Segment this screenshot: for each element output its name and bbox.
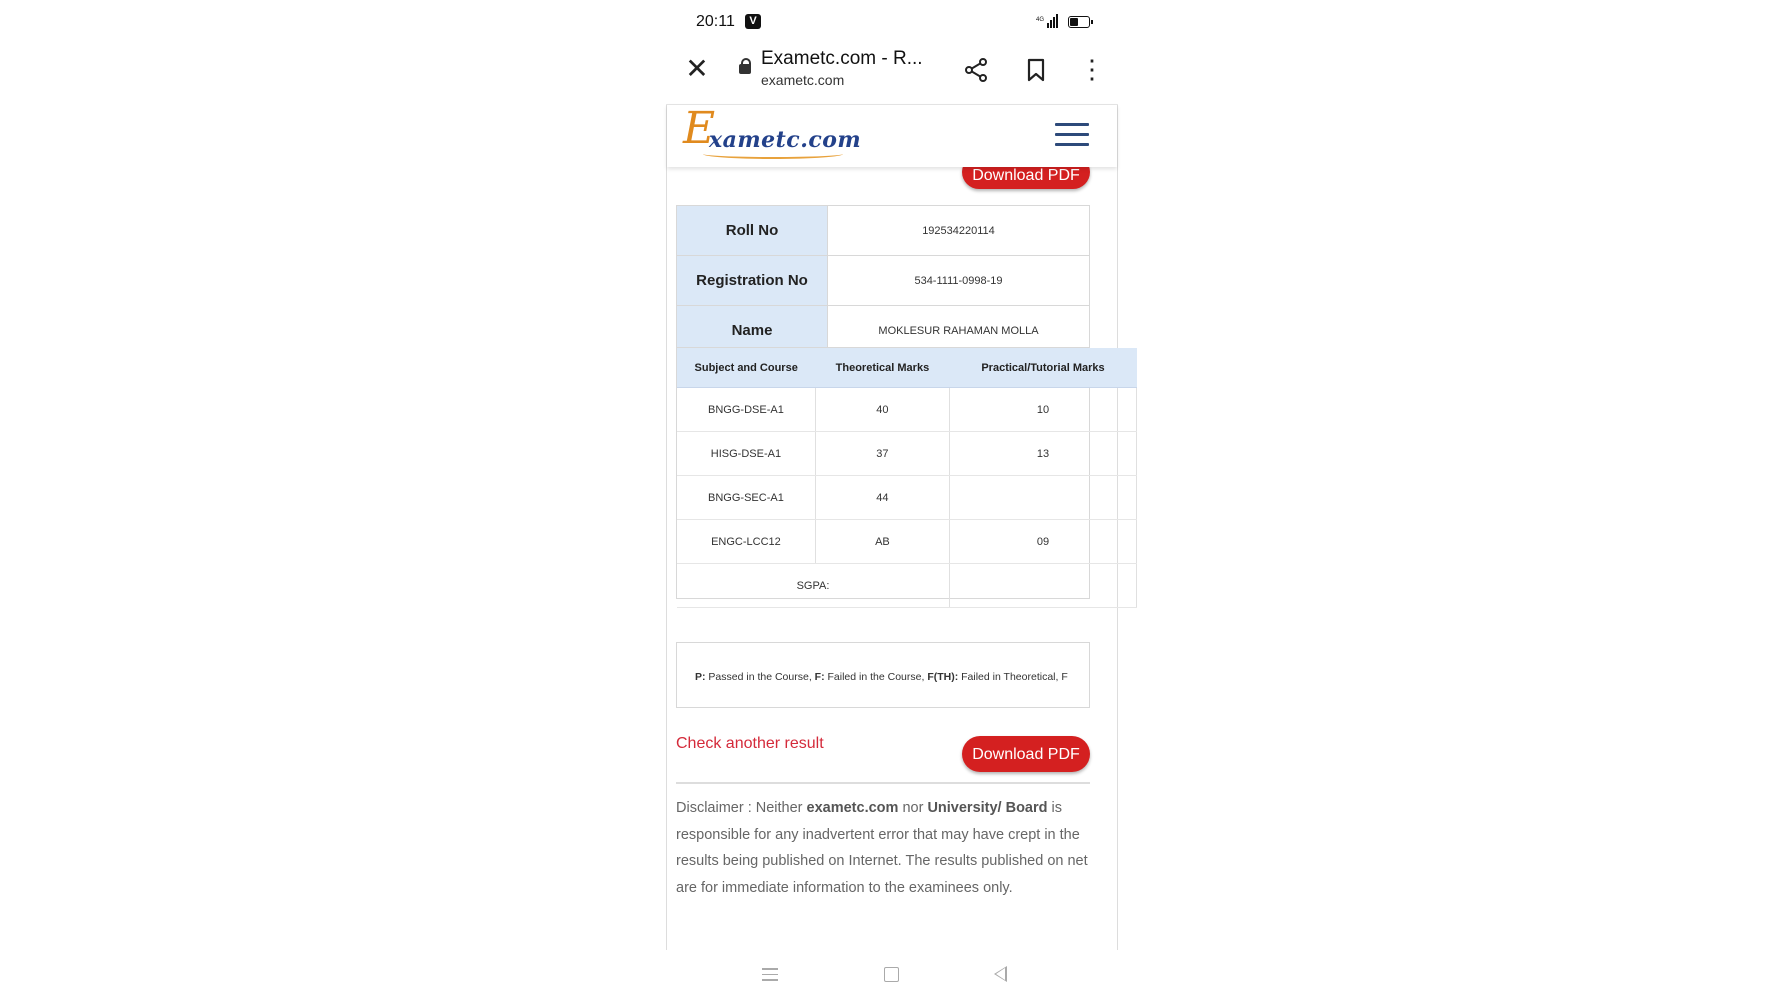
- share-icon[interactable]: [962, 56, 990, 84]
- sgpa-label: SGPA:: [677, 564, 949, 608]
- logo-text: xametc.com: [709, 127, 862, 153]
- disclaimer-board: University/ Board: [927, 800, 1048, 816]
- student-info-table: [676, 205, 1090, 356]
- registration-value: 534-1111-0998-19: [828, 256, 1090, 306]
- close-icon[interactable]: ✕: [685, 53, 709, 84]
- practical-cell: 13: [949, 432, 1136, 476]
- status-time: 20:11: [696, 13, 735, 30]
- legend-p-text: Passed in the Course,: [708, 671, 812, 683]
- theory-cell: AB: [815, 520, 949, 564]
- tab-title: Exametc.com - R...: [761, 48, 923, 69]
- table-row: [677, 476, 1137, 520]
- phone-screen: [666, 0, 1118, 1000]
- download-pdf-button[interactable]: Download PDF: [962, 736, 1090, 772]
- sgpa-row: [677, 564, 1137, 608]
- legend-p-key: P:: [695, 671, 706, 683]
- name-value: MOKLESUR RAHAMAN MOLLA: [828, 306, 1090, 356]
- status-bar: [666, 0, 1118, 44]
- subject-cell: ENGC-LCC12: [677, 520, 815, 564]
- practical-cell: 09: [949, 520, 1136, 564]
- header-theoretical: Theoretical Marks: [815, 348, 949, 388]
- table-row: [677, 520, 1137, 564]
- hamburger-menu-icon[interactable]: [1055, 123, 1089, 147]
- disclaimer-prefix: Disclaimer : Neither: [676, 800, 807, 816]
- subject-cell: HISG-DSE-A1: [677, 432, 815, 476]
- download-pdf-button-top[interactable]: Download PDF: [962, 155, 1090, 189]
- marks-header-row: [677, 348, 1137, 388]
- subject-cell: BNGG-SEC-A1: [677, 476, 815, 520]
- browser-toolbar: [666, 44, 1118, 105]
- system-nav-bar: [666, 950, 1118, 1000]
- site-header: [667, 105, 1117, 167]
- legend-fth-text: Failed in Theoretical, F: [961, 671, 1068, 683]
- table-row: [677, 256, 1090, 306]
- bookmark-icon[interactable]: [1022, 56, 1050, 84]
- legend-text: [695, 671, 1068, 683]
- logo-letter: E: [683, 103, 716, 154]
- practical-cell: [949, 476, 1136, 520]
- roll-value: 192534220114: [828, 206, 1090, 256]
- theory-cell: 44: [815, 476, 949, 520]
- theory-cell: 37: [815, 432, 949, 476]
- legend-fth-key: F(TH):: [927, 671, 959, 683]
- network-type: 4G: [1036, 17, 1045, 23]
- more-options-icon[interactable]: ⋮: [1079, 54, 1105, 84]
- app-notification-icon: V: [745, 14, 761, 29]
- roll-label: Roll No: [677, 206, 828, 256]
- marks-table: [677, 348, 1137, 608]
- disclaimer-suffix: is responsible for any inadvertent error that may have crept in the results being published on Internet. The results published on net are for immediate information to the examinees only.: [676, 800, 1088, 896]
- disclaimer-site: exametc.com: [806, 800, 899, 816]
- legend-f-text: Failed in the Course,: [827, 671, 925, 683]
- check-another-result-link[interactable]: Check another result: [676, 735, 824, 752]
- recent-apps-icon[interactable]: [762, 968, 778, 980]
- web-page: [666, 105, 1118, 950]
- battery-icon: [1068, 16, 1090, 28]
- url-domain: exametc.com: [761, 72, 845, 88]
- subject-cell: BNGG-DSE-A1: [677, 388, 815, 432]
- table-row: [677, 206, 1090, 256]
- url-bar[interactable]: [761, 48, 931, 88]
- header-subject: Subject and Course: [677, 348, 815, 388]
- lock-icon: [739, 64, 751, 74]
- disclaimer-text: [676, 795, 1096, 901]
- registration-label: Registration No: [677, 256, 828, 306]
- table-row: [677, 432, 1137, 476]
- theory-cell: 40: [815, 388, 949, 432]
- legend-f-key: F:: [814, 671, 825, 683]
- practical-cell: 10: [949, 388, 1136, 432]
- home-icon[interactable]: [884, 967, 899, 982]
- signal-icon: [1036, 14, 1058, 28]
- name-label: Name: [677, 306, 828, 356]
- back-icon[interactable]: [994, 966, 1007, 982]
- marks-table-scroll[interactable]: [676, 347, 1105, 599]
- disclaimer-mid: nor: [898, 800, 928, 816]
- result-content: [667, 167, 1117, 950]
- header-practical: Practical/Tutorial Marks: [949, 348, 1136, 388]
- logo-swoosh: [703, 149, 843, 159]
- divider: [676, 782, 1090, 784]
- table-row: [677, 388, 1137, 432]
- sgpa-value: [949, 564, 1136, 608]
- legend-box[interactable]: [676, 642, 1090, 708]
